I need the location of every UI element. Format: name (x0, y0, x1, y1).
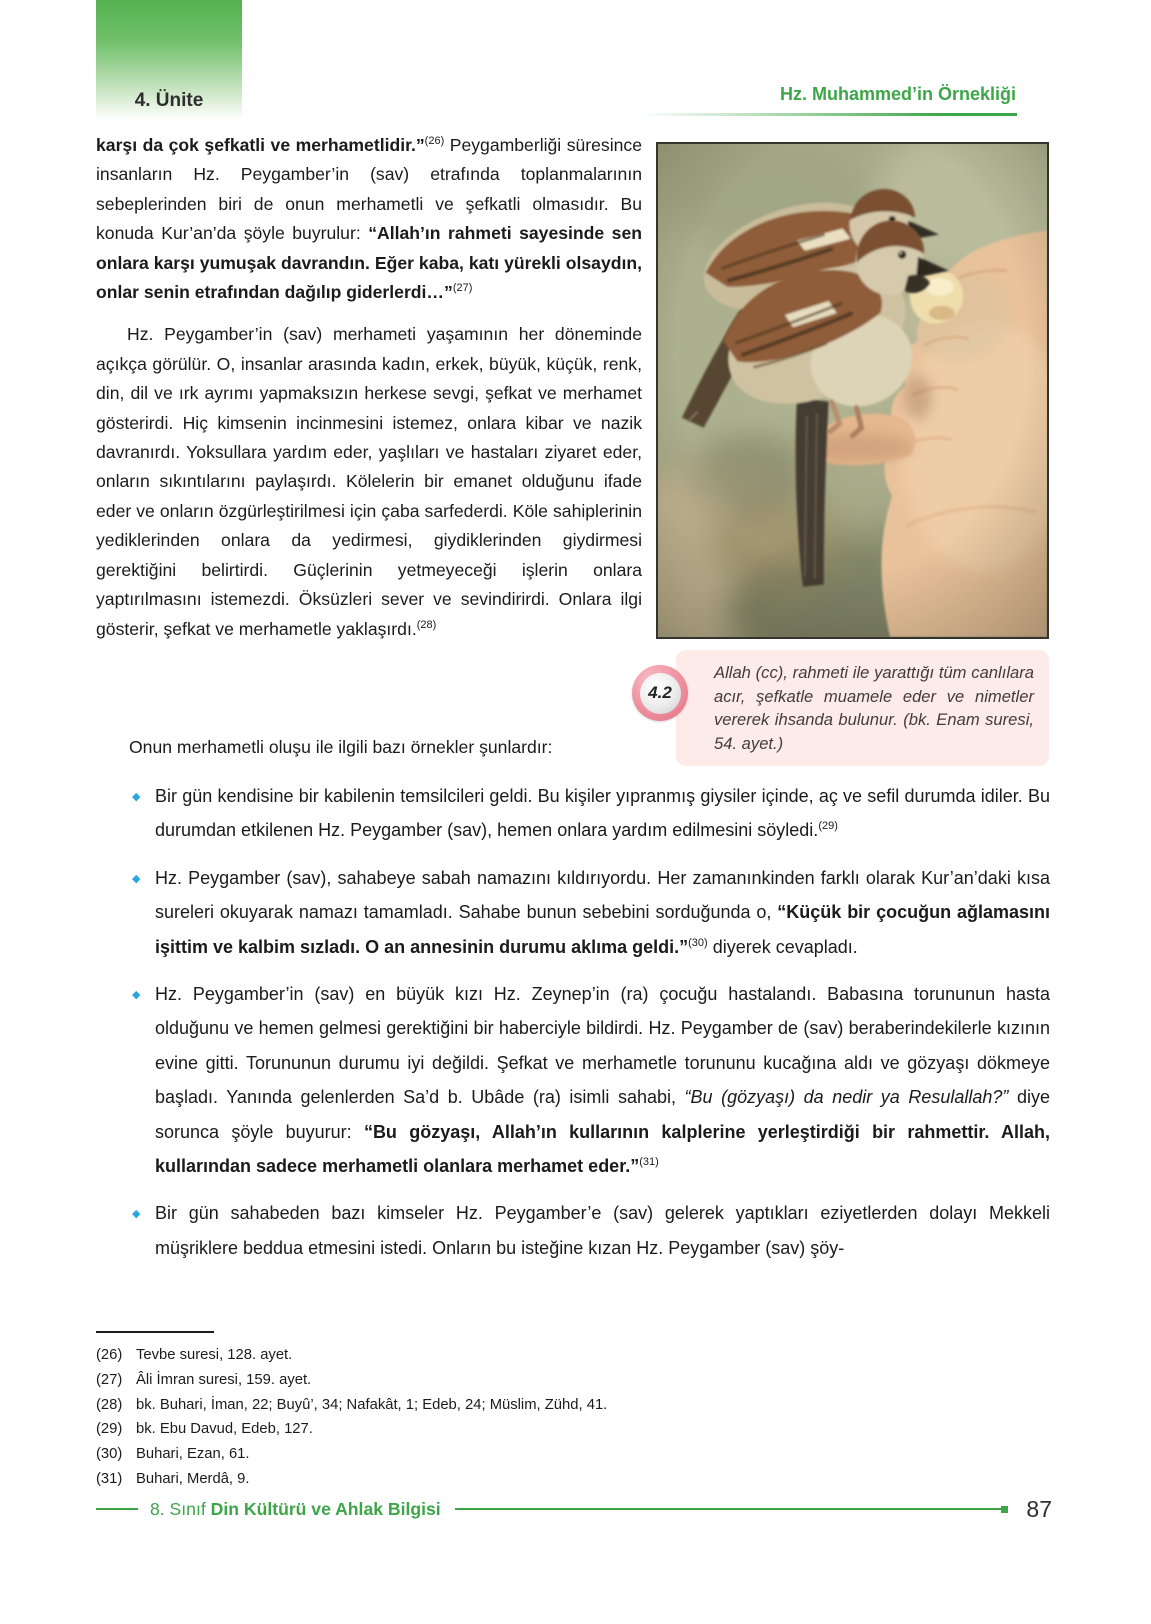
footnotes (96, 1331, 996, 1492)
paragraph: karşı da çok şefkatli ve merhametlidir.”$^{(26)}$ Peygamberliği süresince insanların Hz. Peygamber’in (sav) etrafında toplanmalarının sebeplerinden biri de onun merhametli ve şefkatli olmasıdır. Bu konuda Kur’an’da şöyle buyrulur: “Allah’ın rahmeti sayesinde sen onlara karşı yumuşak davrandın. Eğer kaba, katı yürekli olsaydın, onlar senin etrafından dağılıp giderlerdi…”$^{(27)}$ (96, 135, 642, 303)
list-item-text: Hz. Peygamber (sav), sahabeye sabah namazını kıldırıyordu. Her zamanınkinden farklı olarak Kur’an’daki kısa sureleri okuyarak namazı tamamladı. Sahabe bunun sebebini sorduğunda o, “Küçük bir çocuğun ağlamasını işittim ve kalbim sızladı. O an annesinin durumu aklıma geldi.”$^{(30)}$ diyerek cevapladı. (155, 867, 1050, 957)
footnote-item (96, 1442, 996, 1467)
examples-intro: Onun merhametli oluşu ile ilgili bazı örnekler şunlardır: (129, 737, 553, 757)
footnote-item (96, 1417, 996, 1442)
list-item-text: Hz. Peygamber’in (sav) en büyük kızı Hz. Zeynep’in (ra) çocuğu hastalandı. Babasına torununun hasta olduğunu ve hemen gelmesi gerektiğini bir haberciyle bildirdi. Hz. Peygamber de (sav) beraberindekilerle kızının evine gitti. Torununun durumu iyi değildi. Şefkat ve merhametle torununu kucağına aldı ve gözyaşı dökmeye başladı. Yanında gelenlerden Sa’d b. Ubâde (ra) isimli sahabi, “Bu (gözyaşı) da nedir ya Resulallah?” diye sorunca şöyle buyurur: “Bu gözyaşı, Allah’ın kullarının kalplerine yerleştirdiği bir rahmettir. Allah, kullarından sadece merhametli olanlara merhamet eder.”$^{(31)}$ (155, 984, 1050, 1177)
chapter-title: Hz. Muhammed’in Örnekliği (779, 84, 1016, 104)
footnote-number: (31) (96, 1470, 123, 1487)
footer-book-title (150, 1499, 441, 1520)
footer-line-long (455, 1508, 1009, 1510)
figure-number: 4.2 (640, 673, 681, 714)
footnote-text: bk. Buhari, İman, 22; Buyû’, 34; Nafakât, 1; Edeb, 24; Müslim, Zühd, 41. (136, 1396, 608, 1413)
unit-label: 4. Ünite (134, 90, 204, 111)
footnote-text: bk. Ebu Davud, Edeb, 127. (136, 1421, 313, 1438)
examples-section (96, 732, 1050, 1278)
page-footer (96, 1494, 1052, 1524)
footnote-item (96, 1467, 996, 1492)
footnote-number: (30) (96, 1446, 123, 1463)
footnote-text: Buhari, Merdâ, 9. (136, 1470, 250, 1487)
footnote-text: Buhari, Ezan, 61. (136, 1446, 250, 1463)
list-item-text: Bir gün sahabeden bazı kimseler Hz. Peygamber’e (sav) gelerek yaptıkları eziyetlerden dolayı Mekkeli müşriklere beddua etmesini istedi. Onların bu isteğine kızan Hz. Peygamber (sav) şöy- (155, 1203, 1050, 1258)
unit-banner (96, 0, 242, 120)
list-item (96, 779, 1050, 848)
footnote-rule (96, 1331, 214, 1333)
list-item-text: Bir gün kendisine bir kabilenin temsilcileri geldi. Bu kişiler yıpranmış giysiler içinde, aç ve sefil durumda idiler. Bu durumdan etkilenen Hz. Peygamber (sav), hemen onlara yardım edilmesini söyledi.$^{(29)}$ (155, 786, 1050, 841)
figure-caption-text: Allah (cc), rahmeti ile yarattığı tüm canlılara acır, şefkatle muamele eder ve nimetler vererek ihsanda bulunur. (bk. Enam suresi, 54. ayet.) (676, 650, 1049, 766)
diamond-bullet-icon: ◆ (132, 1208, 141, 1221)
sparrows-photo (656, 142, 1049, 639)
footnote-number: (28) (96, 1396, 123, 1413)
page-number: 87 (1026, 1495, 1052, 1522)
footnote-number: (26) (96, 1347, 123, 1363)
diamond-bullet-icon: ◆ (132, 989, 141, 1002)
footnote-text: Tevbe suresi, 128. ayet. (136, 1347, 293, 1363)
footnote-item (96, 1393, 996, 1418)
list-item (96, 977, 1050, 1183)
footnote-item (96, 1343, 996, 1368)
figure-number-badge (632, 665, 688, 721)
list-item (96, 861, 1050, 964)
list-item (96, 1196, 1050, 1265)
paragraph: Hz. Peygamber’in (sav) merhameti yaşamının her döneminde açıkça görülür. O, insanlar arasında kadın, erkek, büyük, küçük, renk, din, dil ve ırk ayrımı yapmaksızın herkese sevgi, şefkat ve merhamet gösterirdi. Hiç kimsenin incinmesini istemez, onlara kibar ve nazik davranırdı. Yoksullara yardım eder, yaşlıları ve hastaları ziyaret eder, onların sıkıntılarını paylaşırdı. Kölelerin bir emanet olduğunu ifade eder ve onların özgürleştirilmesi için çaba sarfederdi. Köle sahiplerinin yediklerinden onlara da yedirmesi, giydiklerinden giydirmesi gerektiğini belirtirdi. Güçlerinin yetmeyeceği işlerin onlara yaptırılmasını istemezdi. Öksüzleri sever ve sevindirirdi. Onlara ilgi gösterir, şefkat ve merhametle yaklaşırdı.$^{(28)}$ (96, 324, 642, 639)
body-text-column (96, 131, 642, 644)
header-rule (640, 113, 1017, 116)
footnote-number: (29) (96, 1421, 123, 1438)
footer-subject: Din Kültürü ve Ahlak Bilgisi (210, 1498, 441, 1519)
diamond-bullet-icon: ◆ (132, 791, 141, 803)
footnote-list (96, 1343, 996, 1492)
examples-list (96, 779, 1050, 1265)
footer-grade: 8. Sınıf (150, 1498, 211, 1519)
footnote-text: Âli İmran suresi, 159. ayet. (136, 1371, 312, 1388)
footnote-number: (27) (96, 1371, 123, 1388)
footnote-item (96, 1368, 996, 1393)
footer-line-short (96, 1508, 138, 1510)
diamond-bullet-icon: ◆ (132, 872, 141, 885)
